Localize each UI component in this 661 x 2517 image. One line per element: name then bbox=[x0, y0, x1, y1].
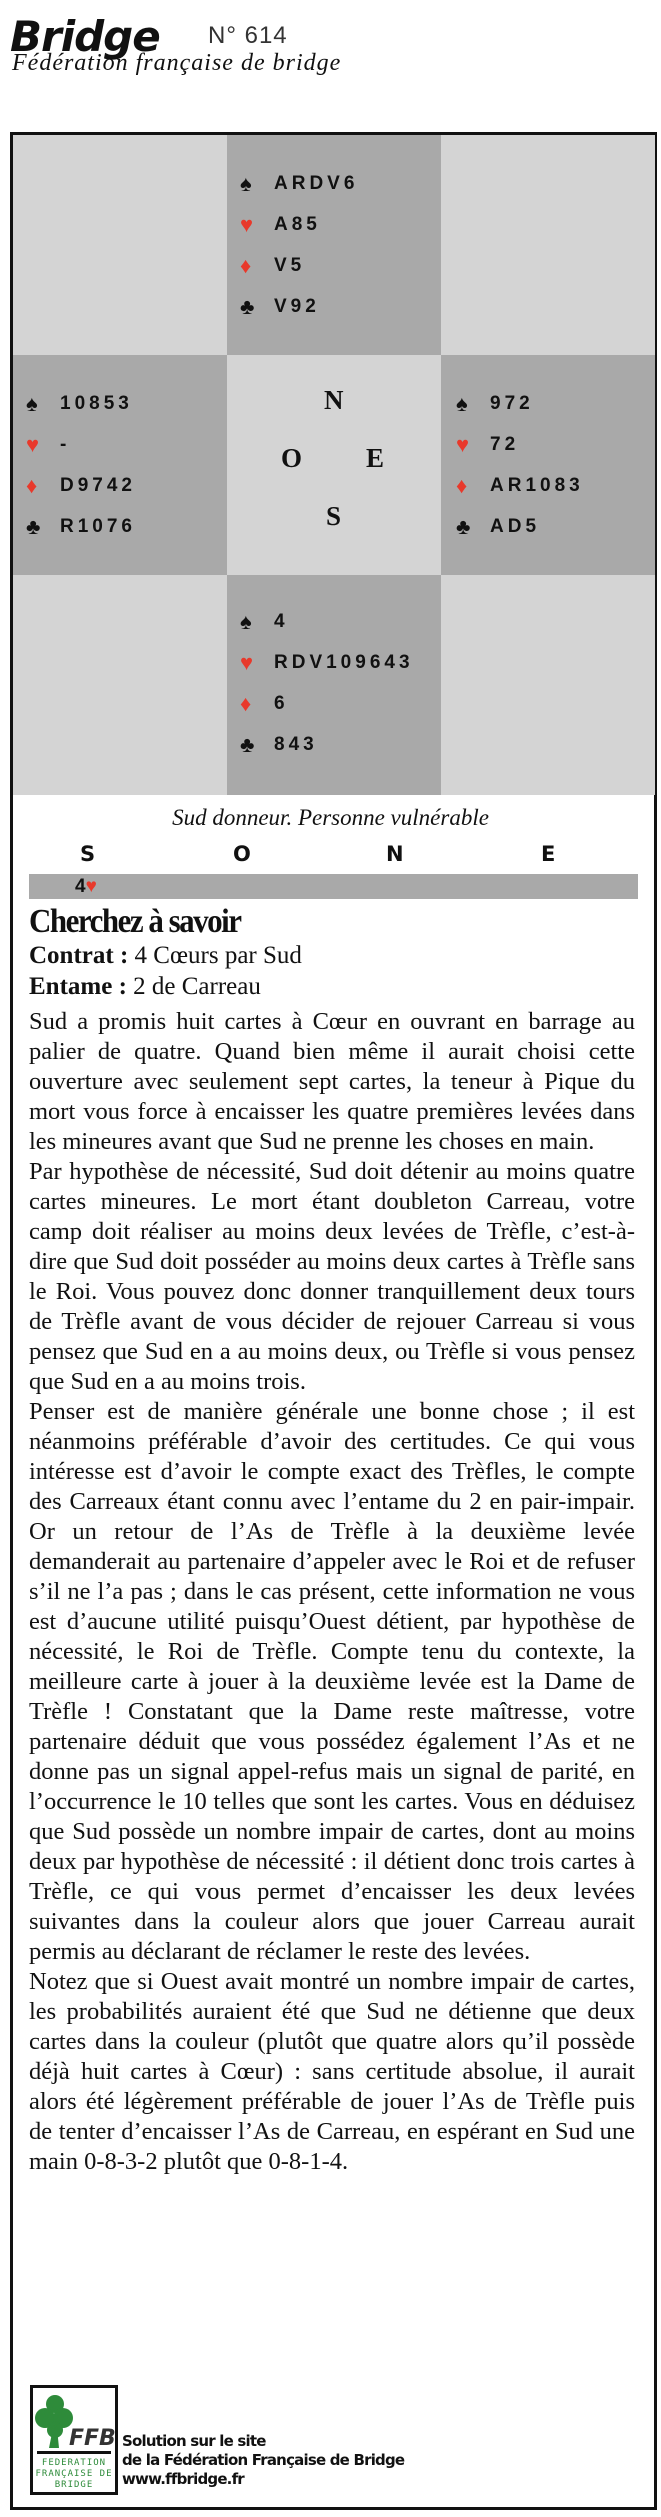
north-hand bbox=[240, 163, 358, 327]
contract-info bbox=[29, 940, 635, 1002]
spade-icon: ♠ bbox=[240, 608, 252, 634]
logo-text: FFB bbox=[69, 2426, 116, 2451]
contract-value: 4 Cœurs par Sud bbox=[128, 942, 302, 969]
compass-south: S bbox=[326, 501, 342, 531]
grid-cell bbox=[13, 135, 227, 355]
east-hearts: 72 bbox=[490, 433, 520, 455]
footer-line-2: de la Fédération Française de Bridge bbox=[122, 2451, 405, 2469]
paragraph: Par hypothèse de nécessité, Sud doit détenir au moins quatre cartes mineures. Le mort étant doubleton Carreau, votre camp doit réaliser au moins deux levées de Trèfle, c’est-à-dire que Sud doit posséder au moins deux cartes à Trèfle sans le Roi. Vous pouvez donc donner tranquillement deux tours de Trèfle avant de vous décider de rejouer Carreau si vous pensez que Sud en a au moins deux, ou Trèfle si vous pensez que Sud en a au moins trois. bbox=[29, 1158, 635, 1395]
paragraph: Penser est de manière générale une bonne chose ; il est néanmoins préférable d’avoir des certitudes. Ce qui vous intéresse est d’avoir le compte exact des Trèfles, le compte des Carreaux étant connu avec l’entame du 2 en pair-impair. Or un retour de l’As de Trèfle à la deuxième levée demanderait au partenaire d’appeler avec le Roi et de refuser s’il ne l’a pas ; dans le cas présent, cette information ne vous est d’aucune utilité puisqu’Ouest détient, par hypothèse de nécessité, le Roi de Trèfle. Compte tenu du contexte, la meilleure carte à jouer à la deuxième levée est la Dame de Trèfle ! Constatant que la Dame reste maîtresse, votre partenaire déduit que vous possédez également l’As et ne donne pas un signal appel-refus mais un signal de parité, en l’occurrence le 10 telles que sont les cartes. Vous en déduisez que Sud possède un nombre impair de cartes, dont au moins deux par hypothèse de nécessité : il détient donc trois cartes à Trèfle, ce qui vous permet d’encaisser les deux levées suivantes dans la couleur alors que jouer Carreau aurait permis au déclarant de réclamer le reste des levées. bbox=[29, 1398, 635, 1965]
diamond-icon: ♦ bbox=[240, 252, 252, 278]
bid-header-east: E bbox=[541, 842, 556, 866]
ffb-logo bbox=[30, 2385, 118, 2495]
compass-east: E bbox=[366, 443, 385, 473]
footer-line-1: Solution sur le site bbox=[122, 2432, 266, 2450]
south-clubs: 843 bbox=[274, 733, 318, 755]
heart-icon: ♥ bbox=[85, 876, 97, 897]
spade-icon: ♠ bbox=[240, 170, 252, 196]
bid-header-north: N bbox=[386, 842, 404, 866]
paragraph: Notez que si Ouest avait montré un nombre impair de cartes, les probabilités auraient été que Sud ne détienne que deux cartes dans la couleur (plutôt que quatre alors qu’il possède déjà huit cartes à Cœur) : sans certitude absolue, il aurait alors été légèrement préférable de jouer l’As de Trèfle puis de tenter d’encaisser l’As de Carreau, en espérant en Sud une main 0-8-3-2 plutôt que 0-8-1-4. bbox=[29, 1968, 635, 2175]
bid-header-south: S bbox=[80, 842, 96, 866]
east-hand bbox=[456, 383, 584, 547]
west-spades: 10853 bbox=[60, 392, 133, 414]
west-hearts: - bbox=[60, 433, 71, 455]
spade-icon: ♠ bbox=[456, 390, 468, 416]
south-hand bbox=[240, 601, 414, 765]
bidding-row bbox=[29, 874, 638, 899]
bid-header-west: O bbox=[233, 842, 251, 866]
north-hearts: A85 bbox=[274, 213, 321, 235]
east-diamonds: AR1083 bbox=[490, 474, 584, 496]
diamond-icon: ♦ bbox=[456, 472, 468, 498]
grid-cell bbox=[441, 135, 655, 355]
issue-number: N° 614 bbox=[208, 22, 288, 49]
east-spades: 972 bbox=[490, 392, 534, 414]
contract-label: Contrat : bbox=[29, 942, 129, 969]
heart-icon: ♥ bbox=[26, 431, 40, 457]
heart-icon: ♥ bbox=[240, 211, 254, 237]
lead-value: 2 de Carreau bbox=[126, 973, 261, 1000]
south-spades: 4 bbox=[274, 610, 289, 632]
federation-subtitle: Fédération française de bridge bbox=[12, 50, 342, 76]
west-diamonds: D9742 bbox=[60, 474, 136, 496]
footer-note bbox=[122, 2432, 404, 2489]
west-clubs: R1076 bbox=[60, 515, 136, 537]
heart-icon: ♥ bbox=[240, 649, 254, 675]
brand-title: Bridge bbox=[10, 12, 160, 61]
north-clubs: V92 bbox=[274, 295, 320, 317]
grid-cell bbox=[441, 575, 655, 795]
compass-north: N bbox=[324, 385, 344, 415]
diamond-icon: ♦ bbox=[240, 690, 252, 716]
south-hearts: RDV109643 bbox=[274, 651, 414, 673]
article-title: Cherchez à savoir bbox=[29, 901, 241, 940]
south-diamonds: 6 bbox=[274, 692, 289, 714]
compass-west: O bbox=[281, 443, 303, 473]
bid-level: 4 bbox=[75, 876, 86, 897]
east-clubs: AD5 bbox=[490, 515, 541, 537]
lead-label: Entame : bbox=[29, 973, 127, 1000]
club-icon: ♣ bbox=[240, 731, 255, 757]
dealer-vulnerability: Sud donneur. Personne vulnérable bbox=[172, 805, 489, 830]
bid-south bbox=[75, 874, 97, 899]
club-icon: ♣ bbox=[26, 513, 41, 539]
north-diamonds: V5 bbox=[274, 254, 306, 276]
article-body bbox=[29, 1007, 635, 2177]
north-spades: ARDV6 bbox=[274, 172, 359, 194]
diamond-icon: ♦ bbox=[26, 472, 38, 498]
footer-url[interactable]: www.ffbridge.fr bbox=[122, 2470, 244, 2488]
spade-icon: ♠ bbox=[26, 390, 38, 416]
west-hand bbox=[26, 383, 136, 547]
grid-cell bbox=[13, 575, 227, 795]
logo-caption: FEDERATION FRANÇAISE DE BRIDGE bbox=[35, 2458, 113, 2490]
paragraph: Sud a promis huit cartes à Cœur en ouvrant en barrage au palier de quatre. Quand bien même il aurait choisi cette ouverture avec seulement sept cartes, la teneur à Pique du mort vous force à encaisser les quatre premières levées dans les mineures avant que Sud ne prenne les choses en main. bbox=[29, 1008, 635, 1155]
heart-icon: ♥ bbox=[456, 431, 470, 457]
club-icon: ♣ bbox=[240, 293, 255, 319]
club-icon: ♣ bbox=[456, 513, 471, 539]
